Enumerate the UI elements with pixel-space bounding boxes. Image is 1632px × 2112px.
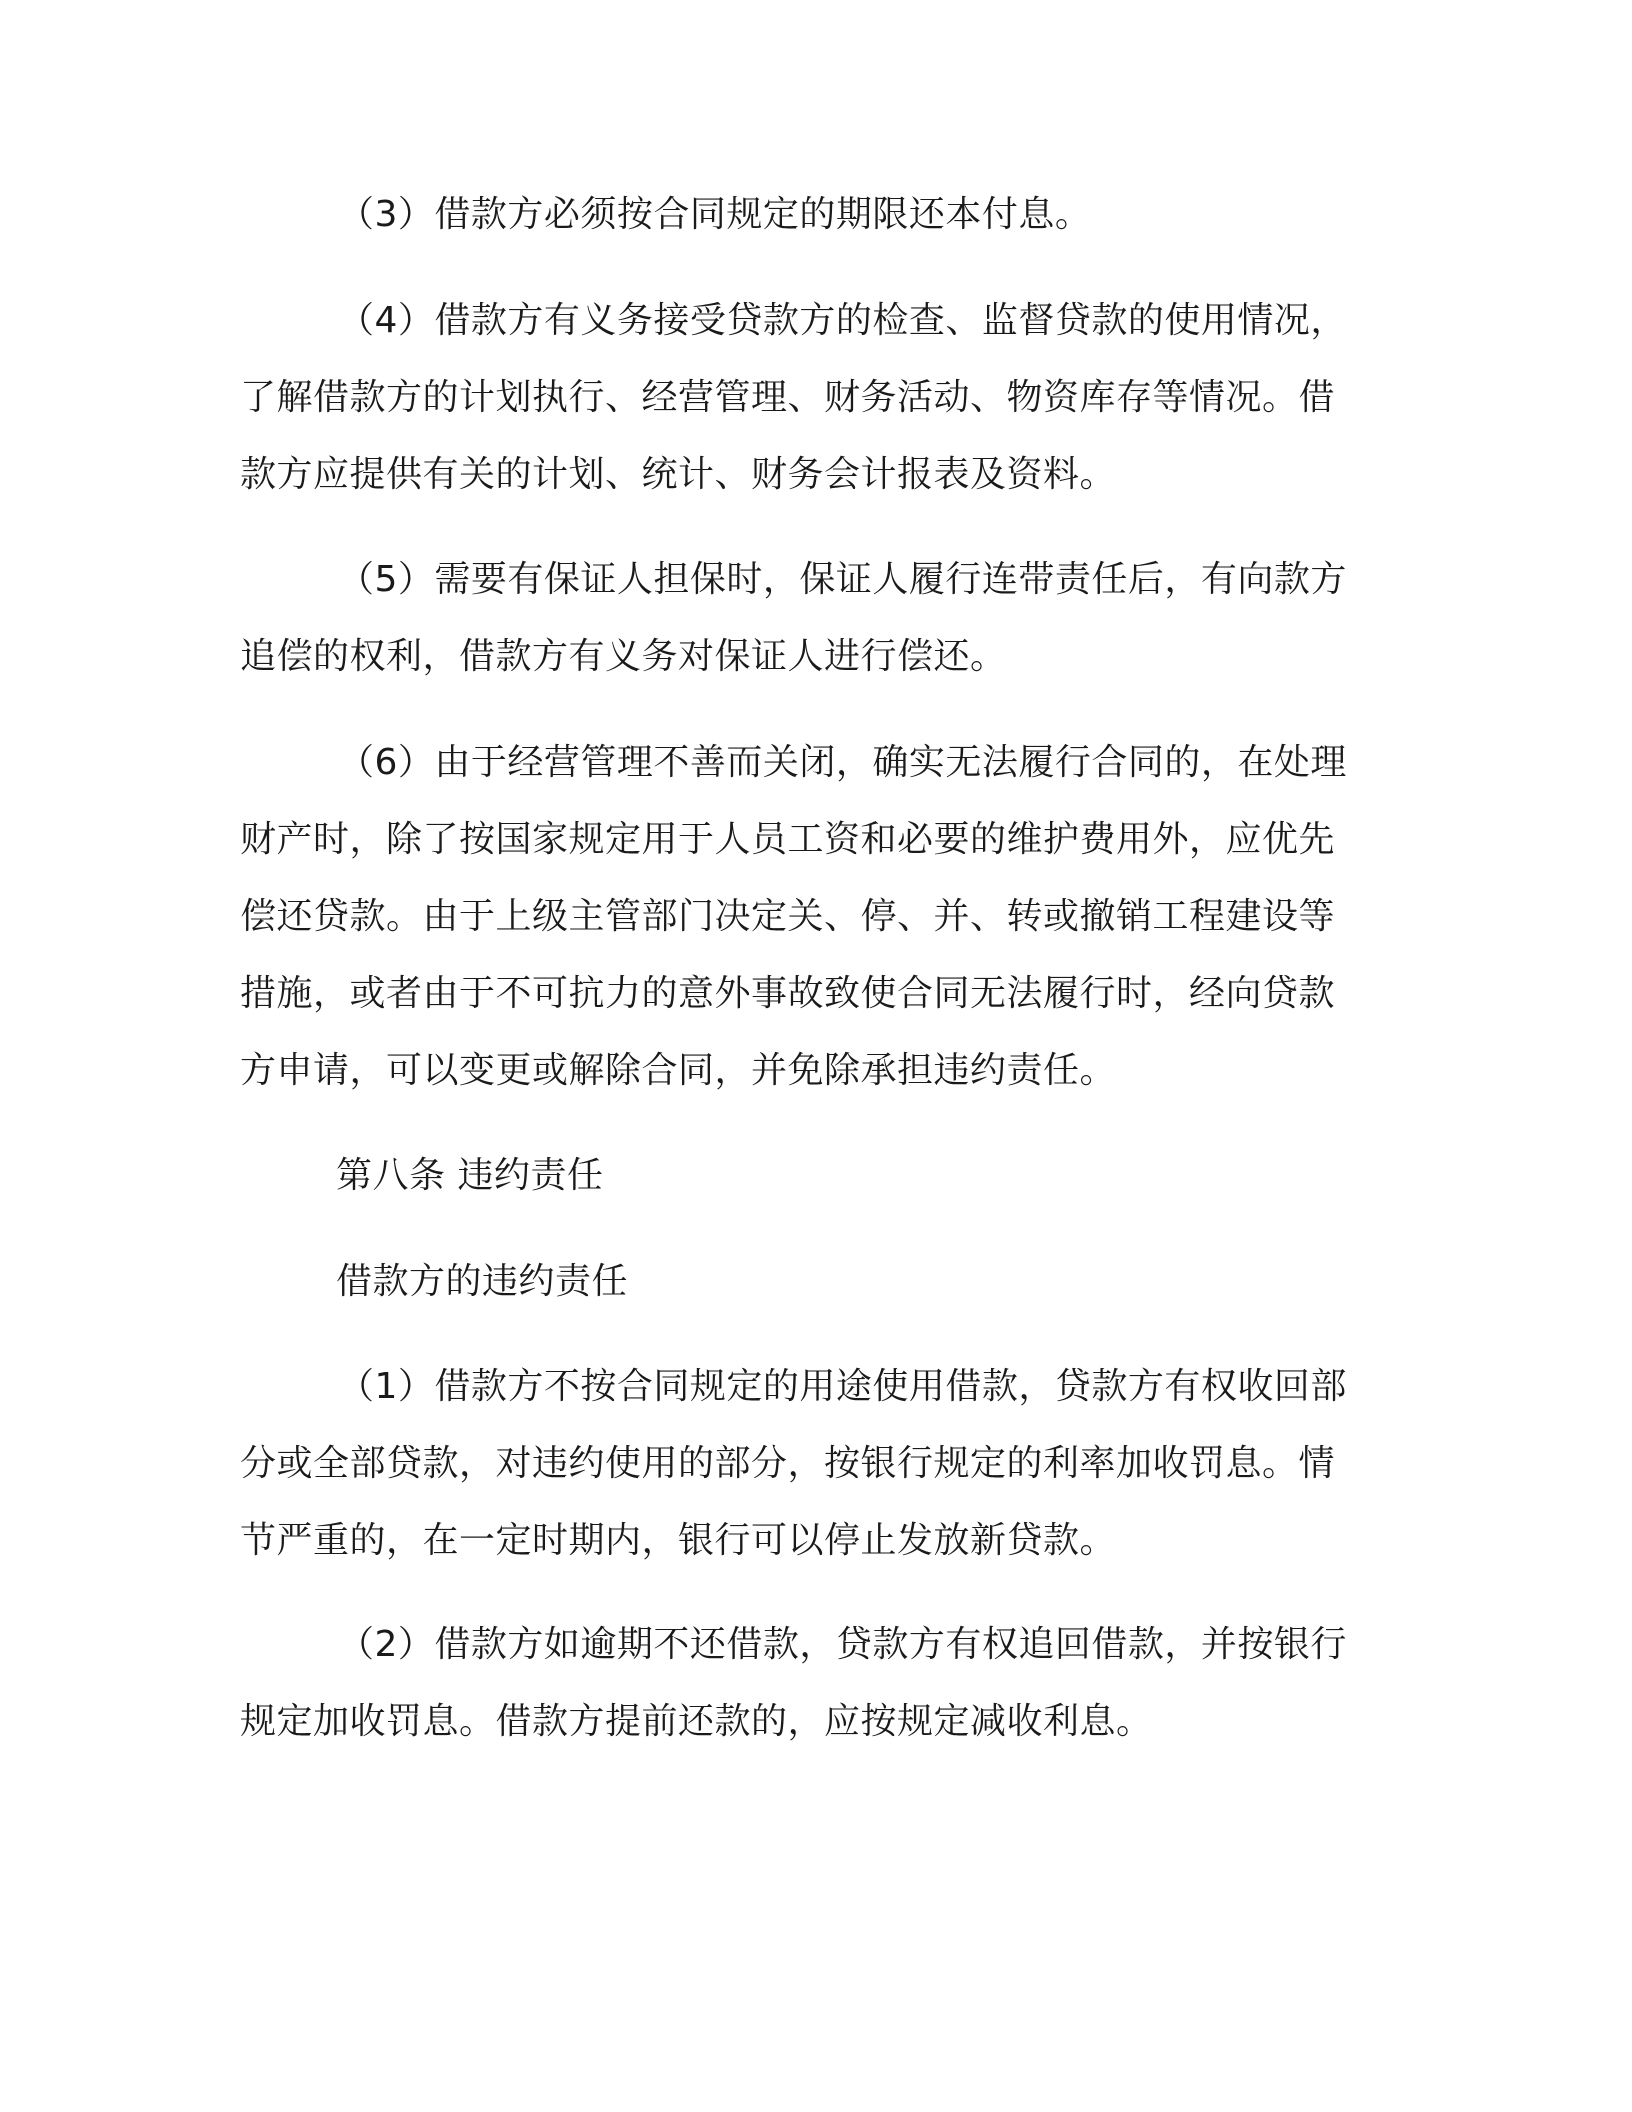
paragraph-obligation-5 — [240, 541, 1360, 695]
paragraph-line: 财产时，除了按国家规定用于人员工资和必要的维护费用外，应优先 — [240, 819, 1336, 860]
paragraph-line: （1）借款方不按合同规定的用途使用借款，贷款方有权收回部 — [338, 1366, 1347, 1407]
paragraph-line: （2）借款方如逾期不还借款，贷款方有权追回借款，并按银行 — [338, 1624, 1347, 1665]
article-heading — [240, 1137, 1360, 1214]
paragraph-line: （6）由于经营管理不善而关闭，确实无法履行合同的，在处理 — [338, 742, 1347, 783]
paragraph-line: （5）需要有保证人担保时，保证人履行连带责任后，有向款方 — [338, 559, 1347, 600]
paragraph-line: 规定加收罚息。借款方提前还款的，应按规定减收利息。 — [240, 1701, 1153, 1742]
paragraph-line: （4）借款方有义务接受贷款方的检查、监督贷款的使用情况， — [338, 300, 1347, 341]
paragraph-obligation-4 — [240, 282, 1360, 513]
paragraph-obligation-3 — [240, 176, 1360, 253]
paragraph-line: 节严重的，在一定时期内，银行可以停止发放新贷款。 — [240, 1520, 1117, 1561]
paragraph-line: 款方应提供有关的计划、统计、财务会计报表及资料。 — [240, 454, 1117, 495]
paragraph-line: 方申请，可以变更或解除合同，并免除承担违约责任。 — [240, 1050, 1117, 1091]
paragraph-line: （3）借款方必须按合同规定的期限还本付息。 — [338, 194, 1092, 235]
paragraph-line: 分或全部贷款，对违约使用的部分，按银行规定的利率加收罚息。情 — [240, 1443, 1336, 1484]
paragraph-line: 措施，或者由于不可抗力的意外事故致使合同无法履行时，经向贷款 — [240, 973, 1336, 1014]
paragraph-obligation-6 — [240, 724, 1360, 1109]
paragraph-line: 偿还贷款。由于上级主管部门决定关、停、并、转或撤销工程建设等 — [240, 896, 1336, 937]
article-heading-text: 第八条 违约责任 — [336, 1155, 604, 1196]
section-subheading-text: 借款方的违约责任 — [336, 1261, 629, 1302]
paragraph-line: 了解借款方的计划执行、经营管理、财务活动、物资库存等情况。借 — [240, 377, 1336, 418]
paragraph-line: 追偿的权利，借款方有义务对保证人进行偿还。 — [240, 636, 1007, 677]
paragraph-breach-2 — [240, 1606, 1360, 1760]
section-subheading — [240, 1243, 1360, 1320]
paragraph-breach-1 — [240, 1348, 1360, 1579]
